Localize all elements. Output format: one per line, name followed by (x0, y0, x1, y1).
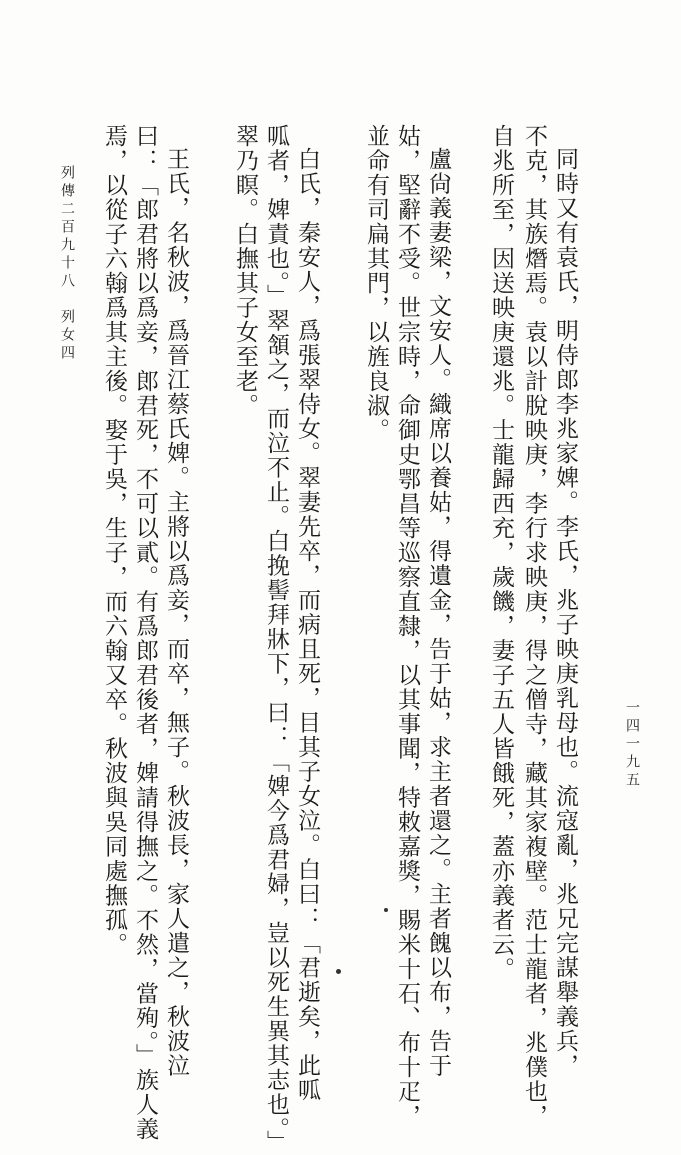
text-column: 曰：「郎君將以爲妾，郎君死，不可以貳。有爲郎君後者，婢請得撫之。不然，當殉。」族人義 (132, 124, 158, 1142)
text-column: 姑，堅辭不受。世宗時，命御史鄂昌等巡察直隸，以其事聞，特敕嘉獎，賜米十石、布十疋， (394, 124, 420, 1129)
text-column: 翠乃瞑。白撫其子女至老。 (232, 124, 258, 418)
page-number: 一四一九五 (624, 700, 640, 790)
text-column: 並命有司扁其門，以旌良淑。 (363, 124, 389, 443)
text-column: 焉，以從子六翰爲其主後。娶于吳，生子，而六翰又卒。秋波與吳同處撫孤。 (101, 124, 127, 957)
text-column: 同時又有袁氏，明侍郎李兆家婢。李氏，兆子映庚乳母也。流寇亂，兆兄完謀舉義兵， (552, 147, 578, 1078)
running-header: 列傳二百九十八 列女四 (59, 165, 75, 363)
text-column: 白氏，秦安人，爲張翠侍女。翠妻先卒，而病且死，目其子女泣。白曰：「君逝矣，此呱 (294, 147, 320, 1103)
text-column: 自兆所至，因送映庚還兆。士龍歸西充，歲饑，妻子五人皆餓死，蓋亦義者云。 (488, 124, 514, 982)
print-speck (384, 908, 388, 912)
text-column: 王氏，名秋波，爲晉江蔡氏婢。主將以爲妾，而卒，無子。秋波長，家人遣之，秋波泣 (163, 147, 189, 1078)
text-column: 不克，其族熸焉。袁以計脫映庚，李行求映庚，得之僧寺，藏其家複壁。范士龍者，兆僕也， (521, 124, 547, 1129)
print-speck (336, 969, 341, 974)
text-column: 盧尙義妻梁，文安人。織席以養姑，得遺金，告于姑，求主者還之。主者餽以布，告于 (425, 147, 451, 1078)
text-column: 呱者，婢責也。」翠頷之，而泣不止。白挽髻拜牀下，曰：「婢今爲君婦，豈以死生異其志也。」 (263, 124, 289, 1155)
